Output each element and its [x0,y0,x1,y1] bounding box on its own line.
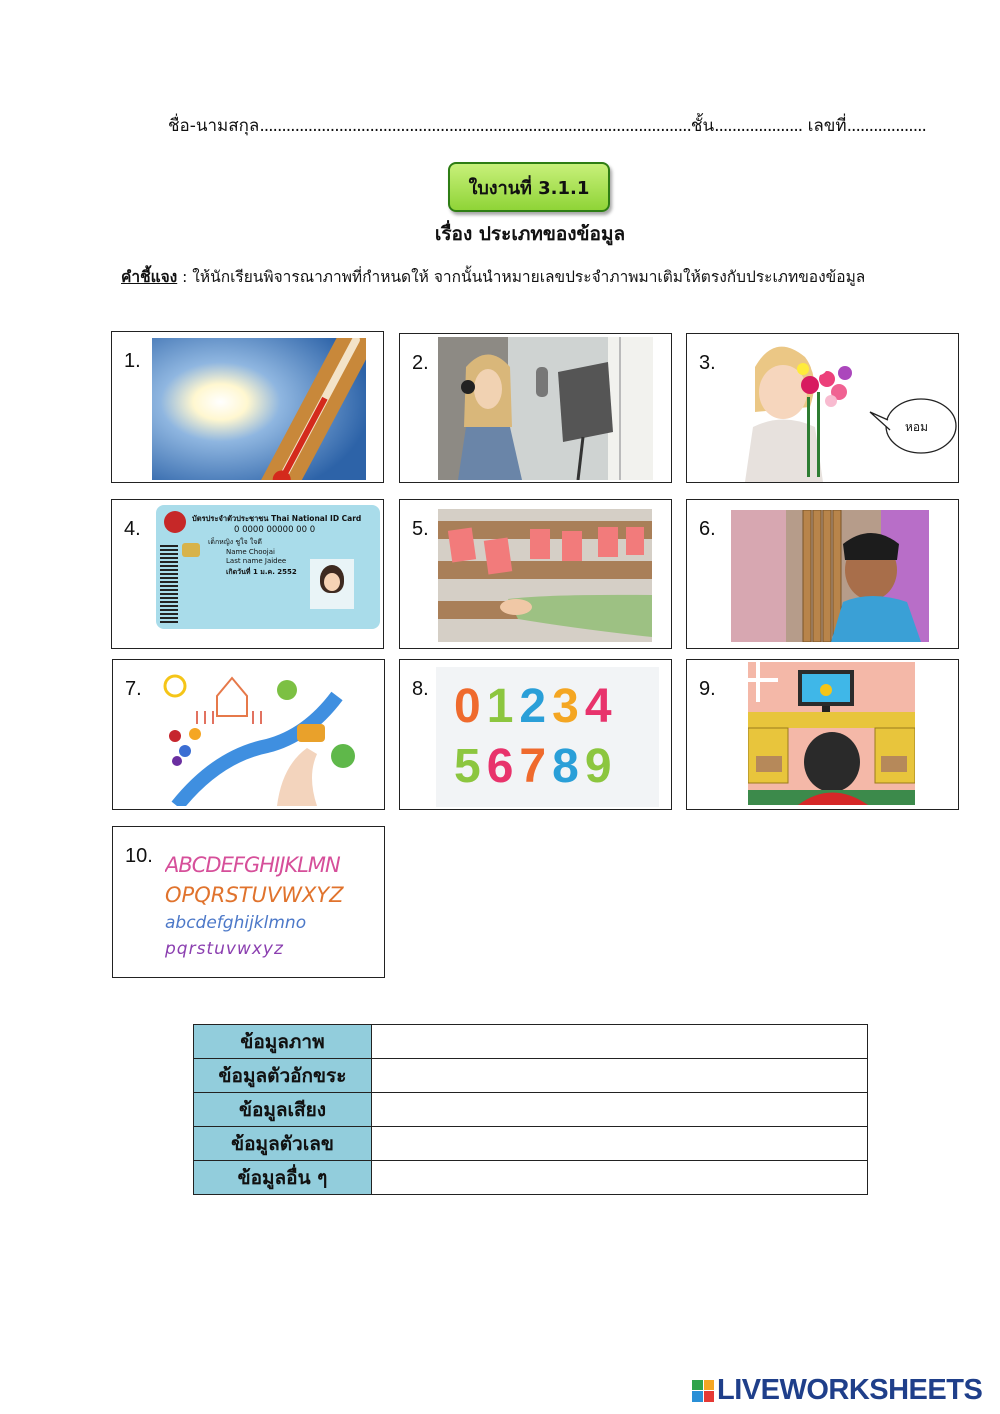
card-number: 4. [124,518,141,540]
digit-2: 2 [519,680,553,733]
answer-table [193,1024,868,1195]
row-label: ข้อมูลตัวอักขระ [194,1059,372,1093]
instruction [121,264,865,289]
row-label: ข้อมูลอื่น ๆ [194,1161,372,1195]
table-row [194,1059,868,1093]
digit-9: 9 [584,740,618,793]
instruction-text: : ให้นักเรียนพิจารณาภาพที่กำหนดให้ จากนั้นนำหมายเลขประจำภาพมาเติมให้ตรงกับประเภทของข้อมูล [177,268,866,286]
answer-input-cell[interactable] [372,1025,868,1059]
answer-input-cell[interactable] [372,1093,868,1127]
picture-card-4 [111,499,384,649]
alphabet-image [165,849,375,969]
subject-title: เรื่อง ประเภทของข้อมูล [434,223,626,245]
worksheet-title: ใบงานที่ 3.1.1 [468,177,590,199]
id-card-birth: เกิดวันที่ 1 ม.ค. 2552 [226,568,297,576]
table-row [194,1127,868,1161]
digit-0: 0 [454,680,487,733]
worksheet-title-badge [448,162,610,212]
picture-card-9 [686,659,959,810]
price-tags-image [438,509,652,642]
origami-numbers-image [436,667,659,807]
card-number: 7. [125,678,142,700]
alphabet-row-3: abcdefghijklmno [165,913,307,933]
number-blank[interactable]: .................. [846,116,926,136]
class-label: ชั้น [690,116,715,136]
name-blank[interactable]: .................................................................................................. [259,116,691,136]
id-card-image [156,505,380,629]
digit-3: 3 [552,680,585,733]
card-number: 10. [125,845,153,867]
brand-name: LIVEWORKSHEETS [717,1374,983,1406]
id-card-thai-name: เด็กหญิง ชูใจ ใจดี [208,538,262,546]
card-number: 8. [412,678,429,700]
girl-flowers-image [735,337,957,482]
picture-card-6 [686,499,959,649]
alphabet-row-2: OPQRSTUVWXYZ [165,883,344,907]
alphabet-row-4: pqrstuvwxyz [165,939,284,959]
number-label: เลขที่ [807,116,847,136]
card-number: 3. [699,352,716,374]
answer-input-cell[interactable] [372,1127,868,1161]
row-label: ข้อมูลตัวเลข [194,1127,372,1161]
digit-1: 1 [486,680,520,733]
child-painting-image [157,666,367,806]
name-label: ชื่อ-นามสกุล [168,116,260,136]
khaen-player-image [731,510,929,642]
class-blank[interactable]: .................... [714,116,803,136]
speech-bubble-text: หอม [905,420,929,434]
digit-5: 5 [454,740,487,793]
answer-input-cell[interactable] [372,1059,868,1093]
row-label: ข้อมูลภาพ [194,1025,372,1059]
picture-card-1 [111,331,384,483]
id-card-last-name: Last name Jaidee [226,557,287,565]
picture-card-5 [399,499,672,649]
origami-digits-top [454,679,618,734]
card-number: 2. [412,352,429,374]
singer-studio-image [438,337,653,480]
liveworksheets-logo[interactable] [692,1374,982,1407]
tv-watching-image [748,662,915,805]
id-card-title: บัตรประจำตัวประชาชน Thai National ID Card [192,514,362,523]
id-card-number: 0 0000 00000 00 0 [234,525,316,535]
answer-input-cell[interactable] [372,1161,868,1195]
id-card-name: Name Choojai [226,548,275,556]
picture-card-8 [399,659,672,810]
table-row [194,1093,868,1127]
sun-thermometer-image [152,338,366,480]
card-number: 1. [124,350,141,372]
picture-card-10 [112,826,385,978]
digit-4: 4 [584,680,618,733]
picture-card-3 [686,333,959,483]
row-label: ข้อมูลเสียง [194,1093,372,1127]
alphabet-row-1: ABCDEFGHIJKLMN [165,853,340,877]
picture-card-2 [399,333,672,483]
picture-card-7 [112,659,385,810]
table-row [194,1161,868,1195]
liveworksheets-logo-icon [692,1380,714,1402]
digit-7: 7 [519,740,553,793]
student-info-line [168,112,926,139]
card-number: 5. [412,518,429,540]
card-number: 9. [699,678,716,700]
digit-8: 8 [552,740,585,793]
table-row [194,1025,868,1059]
digit-6: 6 [486,740,520,793]
instruction-label: คำชี้แจง [121,268,178,286]
origami-digits-bottom [454,739,618,794]
card-number: 6. [699,518,716,540]
